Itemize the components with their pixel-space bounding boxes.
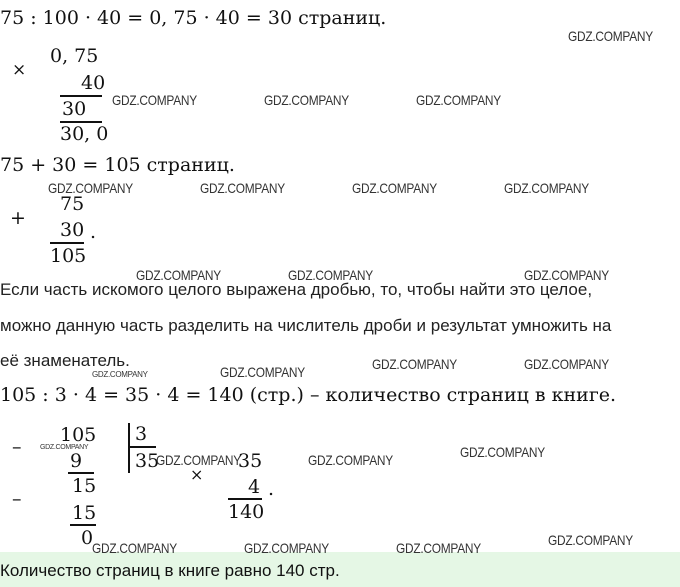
watermark: GDZ.COMPANY [40, 444, 89, 451]
division-bar-vertical [128, 423, 130, 473]
multiply-sign-2: × [190, 465, 204, 484]
watermark: GDZ.COMPANY [524, 356, 609, 372]
division-line-1 [68, 472, 94, 474]
watermark: GDZ.COMPANY [156, 452, 241, 468]
quotient: 35 [135, 450, 160, 472]
add-line [50, 242, 84, 244]
mult2-operand-1: 35 [238, 450, 263, 472]
division-minus-2: – [12, 488, 22, 510]
watermark: GDZ.COMPANY [504, 180, 589, 196]
equation-line-2: 75 + 30 = 105 страниц. [0, 154, 235, 176]
answer-bar [0, 552, 680, 587]
mult-operand-2: 40 [81, 72, 106, 94]
add-operand-1: 75 [60, 193, 85, 215]
watermark: GDZ.COMPANY [48, 180, 133, 196]
mult2-result: 140 [228, 501, 265, 523]
rule-line-3: её знаменатель. [0, 351, 130, 370]
mult2-dot: . [268, 478, 275, 500]
mult-operand-1: 0, 75 [50, 45, 99, 67]
mult2-line [228, 498, 262, 500]
mult-result: 30, 0 [60, 123, 109, 145]
watermark: GDZ.COMPANY [372, 356, 457, 372]
divisor: 3 [135, 423, 148, 445]
multiply-sign: × [12, 60, 27, 80]
mult-line-1 [60, 95, 102, 97]
division-subtrahend-1: 9 [70, 450, 83, 472]
rule-line-2: можно данную часть разделить на числитель дроби и результат умножить на [0, 316, 612, 335]
watermark: GDZ.COMPANY [416, 92, 501, 108]
plus-sign: + [10, 207, 26, 229]
watermark: GDZ.COMPANY [220, 364, 305, 380]
watermark: GDZ.COMPANY [92, 540, 177, 556]
watermark: GDZ.COMPANY [200, 180, 285, 196]
watermark: GDZ.COMPANY [92, 370, 148, 379]
watermark: GDZ.COMPANY [308, 452, 393, 468]
add-operand-2: 30 [60, 219, 85, 241]
watermark: GDZ.COMPANY [136, 267, 221, 283]
watermark: GDZ.COMPANY [288, 267, 373, 283]
watermark: GDZ.COMPANY [352, 180, 437, 196]
watermark: GDZ.COMPANY [264, 92, 349, 108]
dividend: 105 [60, 424, 97, 446]
watermark: GDZ.COMPANY [112, 92, 197, 108]
watermark: GDZ.COMPANY [548, 532, 633, 548]
equation-line-3: 105 : 3 · 4 = 35 · 4 = 140 (стр.) – количество страниц в книге. [0, 384, 617, 406]
watermark: GDZ.COMPANY [568, 28, 653, 44]
equation-line-1: 75 : 100 · 40 = 0, 75 · 40 = 30 страниц. [0, 7, 387, 29]
division-line-2 [70, 524, 96, 526]
division-remainder-2: 0 [81, 527, 94, 549]
watermark: GDZ.COMPANY [524, 267, 609, 283]
division-remainder-1: 15 [72, 475, 97, 497]
mult-partial: 30 [62, 98, 87, 120]
division-bar-horizontal [128, 446, 156, 448]
watermark: GDZ.COMPANY [396, 540, 481, 556]
watermark: GDZ.COMPANY [244, 540, 329, 556]
add-result: 105 [50, 245, 87, 267]
watermark: GDZ.COMPANY [460, 444, 545, 460]
add-dot: . [90, 221, 97, 243]
mult2-operand-2: 4 [248, 476, 261, 498]
division-minus-1: – [12, 436, 22, 458]
division-subtrahend-2: 15 [72, 502, 97, 524]
answer-text: Количество страниц в книге равно 140 стр. [0, 561, 340, 580]
rule-line-1: Если часть искомого целого выражена дробью, то, чтобы найти это целое, [0, 280, 593, 299]
